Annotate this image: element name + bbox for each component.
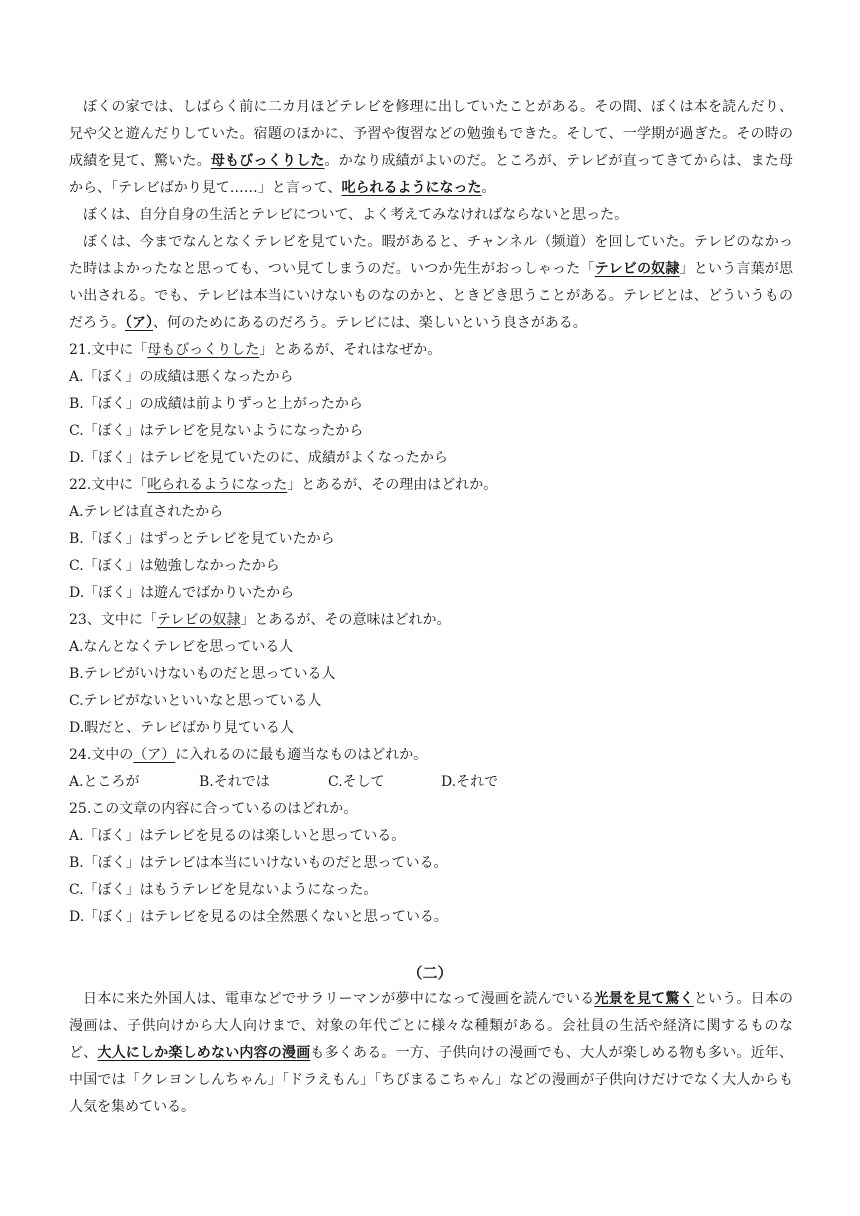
option-23-a[interactable]: A.なんとなくテレビを思っている人 <box>69 639 294 655</box>
option-24-d[interactable]: D.それで <box>441 774 499 790</box>
passage-text: ぼくの家では、しばらく前に二カ月ほどテレビを修理に出していたことがある。その間、ぼくは本を読んだり、兄や父と遊んだりしていた。宿題のほかに、予習や復習などの勉強もできた。そして、一学期が過ぎた。その時の成績を見て、驚いた。 <box>69 99 793 169</box>
option-25-b[interactable]: B.「ぼく」はテレビは本当にいけないものだと思っている。 <box>69 855 448 871</box>
underlined-phrase-mother-surprised: 母もびっくりした <box>210 153 325 169</box>
option-21-a[interactable]: A.「ぼく」の成績は悪くなったから <box>69 369 294 385</box>
option-24-c[interactable]: C.そして <box>328 774 385 790</box>
options-row-24 <box>69 769 793 796</box>
underlined-phrase-scolded: 叱られるようになった <box>341 180 482 196</box>
question-23 <box>69 607 793 634</box>
question-text: 22.文中に「 <box>69 477 148 493</box>
passage-text: ぼくは、自分自身の生活とテレビについて、よく考えてみなければならないと思った。 <box>83 207 629 223</box>
question-quoted-phrase: 母もびっくりした <box>147 342 260 358</box>
question-text: 24.文中の <box>69 747 134 763</box>
option-23-c[interactable]: C.テレビがないといいなと思っている人 <box>69 693 322 709</box>
option-24-a[interactable]: A.ところが <box>69 774 140 790</box>
question-text: 」とあるが、それはなぜか。 <box>259 342 442 358</box>
question-21 <box>69 337 793 364</box>
question-24 <box>69 742 793 769</box>
passage-paragraph-2 <box>69 202 793 229</box>
option-22-b[interactable]: B.「ぼく」はずっとテレビを見ていたから <box>69 531 335 547</box>
option-24-b[interactable]: B.それでは <box>199 774 270 790</box>
passage-text: という。日本の漫画は、子供向けから大人向けまで、対象の年代ごとに様々な種類がある。会社員の生活や経済に関するものなど、 <box>69 991 794 1061</box>
section-2-paragraph <box>69 986 793 1121</box>
question-text: に入れるのに最も適当なものはどれか。 <box>175 747 428 763</box>
question-25: 25.この文章の内容に合っているのはどれか。 <box>69 801 358 817</box>
question-blank-marker: （ア） <box>133 747 176 763</box>
passage-text: 」という言葉が思い出される。でも、テレビは本当にいけないものなのかと、ときどき思うことがある。テレビとは、どういうものだろう。 <box>69 261 793 331</box>
passage-text: ぼくは、今までなんとなくテレビを見ていた。暇があると、チャンネル（频道）を回していた。テレビのなかった時はよかったなと思っても、つい見てしまうのだ。いつか先生がおっしゃった「 <box>69 234 793 277</box>
question-22 <box>69 472 793 499</box>
option-22-c[interactable]: C.「ぼく」は勉強しなかったから <box>69 558 280 574</box>
passage-text: 。かなり成績がよいのだ。ところが、テレビが直ってきてからは、また母から、「テレビばかり見て……」と言って、 <box>69 153 793 196</box>
underlined-phrase-tv-slave: テレビの奴隷 <box>594 261 680 277</box>
option-23-d[interactable]: D.暇だと、テレビばかり見ている人 <box>69 720 294 736</box>
question-text: 23、文中に「 <box>69 612 157 628</box>
question-quoted-phrase: 叱られるようになった <box>147 477 288 493</box>
option-25-a[interactable]: A.「ぼく」はテレビを見るのは楽しいと思っている。 <box>69 828 406 844</box>
question-text: 21.文中に「 <box>69 342 148 358</box>
passage-text: も多くある。一方、子供向けの漫画でも、大人が楽しめる物も多い。近年、中国では「クレヨンしんちゃん」「ドラえもん」「ちびまるこちゃん」などの漫画が子供向けだけでなく大人からも人気を集めている。 <box>69 1045 794 1115</box>
blank-a-marker: （ア） <box>125 315 153 331</box>
question-text: 」とあるが、その意味はどれか。 <box>240 612 451 628</box>
option-21-d[interactable]: D.「ぼく」はテレビを見ていたのに、成績がよくなったから <box>69 450 448 466</box>
option-25-c[interactable]: C.「ぼく」はもうテレビを見ないようになった。 <box>69 882 378 898</box>
section-2-title: （二） <box>407 964 453 982</box>
option-22-a[interactable]: A.テレビは直されたから <box>69 504 224 520</box>
passage-paragraph-1 <box>69 94 793 202</box>
passage-paragraph-3 <box>69 229 793 337</box>
option-25-d[interactable]: D.「ぼく」はテレビを見るのは全然悪くないと思っている。 <box>69 909 448 925</box>
question-text: 」とあるが、その理由はどれか。 <box>287 477 498 493</box>
passage-text: 。 <box>481 180 496 196</box>
underlined-phrase-adult-manga: 大人にしか楽しめない内容の漫画 <box>97 1045 311 1061</box>
question-quoted-phrase: テレビの奴隷 <box>156 612 241 628</box>
option-23-b[interactable]: B.テレビがいけないものだと思っている人 <box>69 666 336 682</box>
option-21-b[interactable]: B.「ぼく」の成績は前よりずっと上がったから <box>69 396 363 412</box>
option-22-d[interactable]: D.「ぼく」は遊んでばかりいたから <box>69 585 295 601</box>
passage-text: 日本に来た外国人は、電車などでサラリーマンが夢中になって漫画を読んでいる <box>83 991 595 1007</box>
underlined-phrase-surprised-scene: 光景を見て驚く <box>594 991 694 1007</box>
passage-text: 、何のためにあるのだろう。テレビには、楽しいという良さがある。 <box>153 315 587 331</box>
option-21-c[interactable]: C.「ぼく」はテレビを見ないようになったから <box>69 423 364 439</box>
